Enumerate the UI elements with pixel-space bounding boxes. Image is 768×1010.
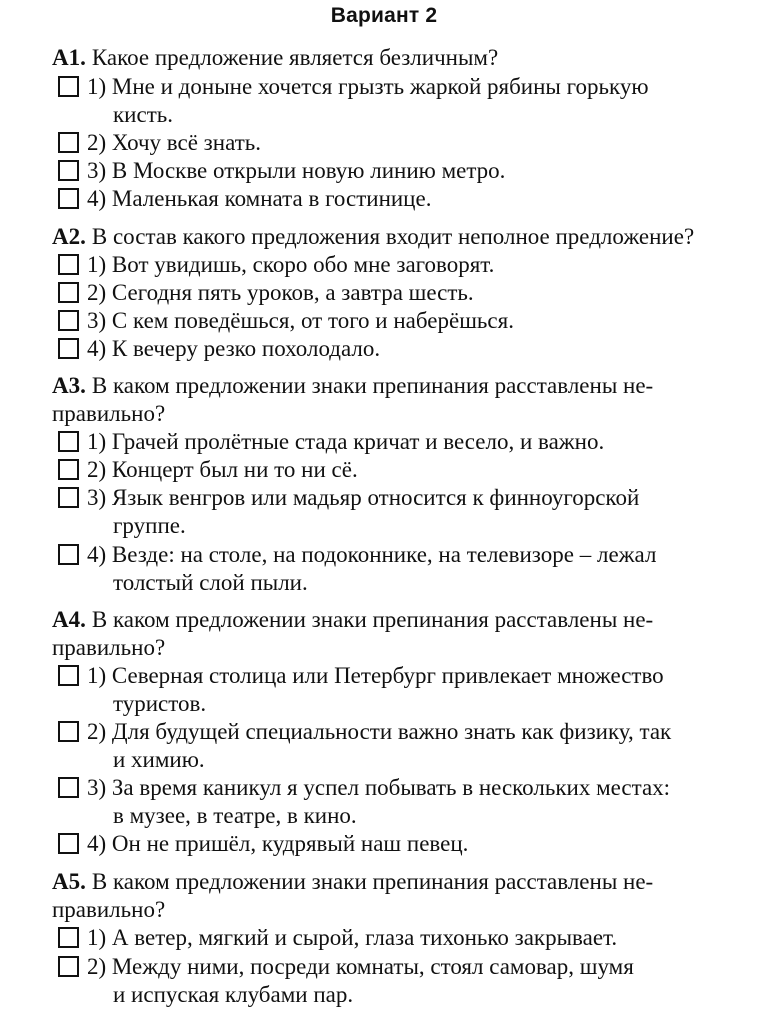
option-text: 3) Язык венгров или мадьяр относится к финноугорской — [87, 485, 640, 510]
answer-checkbox[interactable] — [58, 665, 79, 686]
option-text: 1) Вот увидишь, скоро обо мне заговорят. — [87, 252, 495, 277]
question-a3 — [52, 372, 768, 400]
option-text-continuation: кисть. — [113, 102, 173, 127]
option-text-continuation: и химию. — [113, 747, 205, 772]
answer-checkbox[interactable] — [58, 310, 79, 331]
answer-checkbox[interactable] — [58, 160, 79, 181]
question-text: В каком предложении знаки препинания расставлены не- — [91, 869, 654, 894]
option-text: 1) Северная столица или Петербург привлекает множество — [87, 663, 664, 688]
question-text: В каком предложении знаки препинания расставлены не- — [91, 607, 654, 632]
answer-checkbox[interactable] — [58, 254, 79, 275]
answer-checkbox[interactable] — [58, 338, 79, 359]
answer-checkbox[interactable] — [58, 833, 79, 854]
option-text: 4) Маленькая комната в гостинице. — [87, 186, 432, 211]
question-number: А1. — [52, 45, 86, 70]
option-text: 2) Между ними, посреди комнаты, стоял самовар, шумя — [87, 954, 634, 979]
question-text: Какое предложение является безличным? — [91, 45, 499, 70]
option-text-continuation: толстый слой пыли. — [113, 570, 308, 595]
option-text: 1) Мне и доныне хочется грызть жаркой рябины горькую — [87, 74, 649, 99]
question-text: В состав какого предложения входит неполное предложение? — [91, 224, 695, 249]
question-text-continuation: правильно? — [52, 401, 166, 426]
answer-checkbox[interactable] — [58, 132, 79, 153]
question-a4 — [52, 606, 768, 634]
option-text-continuation: в музее, в театре, в кино. — [113, 803, 357, 828]
question-text-continuation: правильно? — [52, 897, 166, 922]
answer-checkbox[interactable] — [58, 76, 79, 97]
question-text: В каком предложении знаки препинания расставлены не- — [91, 373, 654, 398]
option-text: 3) С кем поведёшься, от того и наберёшься. — [87, 308, 514, 333]
option-text-continuation: туристов. — [113, 691, 207, 716]
option-text-continuation: группе. — [113, 513, 186, 538]
option-text: 4) К вечеру резко похолодало. — [87, 336, 381, 361]
option-text: 3) За время каникул я успел побывать в нескольких местах: — [87, 775, 671, 800]
option-text: 1) А ветер, мягкий и сырой, глаза тихонько закрывает. — [87, 925, 618, 950]
answer-checkbox[interactable] — [58, 431, 79, 452]
option-text: 4) Он не пришёл, кудрявый наш певец. — [87, 831, 469, 856]
question-number: А3. — [52, 373, 86, 398]
question-number: А2. — [52, 224, 86, 249]
answer-checkbox[interactable] — [58, 487, 79, 508]
question-a5 — [52, 868, 768, 896]
question-a2 — [52, 223, 768, 251]
answer-checkbox[interactable] — [58, 927, 79, 948]
answer-checkbox[interactable] — [58, 459, 79, 480]
answer-checkbox[interactable] — [58, 544, 79, 565]
answer-checkbox[interactable] — [58, 282, 79, 303]
option-text: 4) Везде: на столе, на подоконнике, на телевизоре – лежал — [87, 542, 657, 567]
answer-checkbox[interactable] — [58, 188, 79, 209]
option-text: 2) Сегодня пять уроков, а завтра шесть. — [87, 280, 474, 305]
option-text: 1) Грачей пролётные стада кричат и весело, и важно. — [87, 429, 605, 454]
page-title: Вариант 2 — [330, 4, 438, 27]
question-text-continuation: правильно? — [52, 635, 166, 660]
option-text: 3) В Москве открыли новую линию метро. — [87, 158, 506, 183]
option-text: 2) Для будущей специальности важно знать как физику, так — [87, 719, 672, 744]
answer-checkbox[interactable] — [58, 956, 79, 977]
question-a1 — [52, 44, 768, 72]
question-number: А5. — [52, 869, 86, 894]
question-number: А4. — [52, 607, 86, 632]
option-text: 2) Хочу всё знать. — [87, 130, 261, 155]
option-text: 2) Концерт был ни то ни сё. — [87, 457, 358, 482]
answer-checkbox[interactable] — [58, 721, 79, 742]
option-text-continuation: и испуская клубами пар. — [113, 982, 354, 1007]
answer-checkbox[interactable] — [58, 777, 79, 798]
